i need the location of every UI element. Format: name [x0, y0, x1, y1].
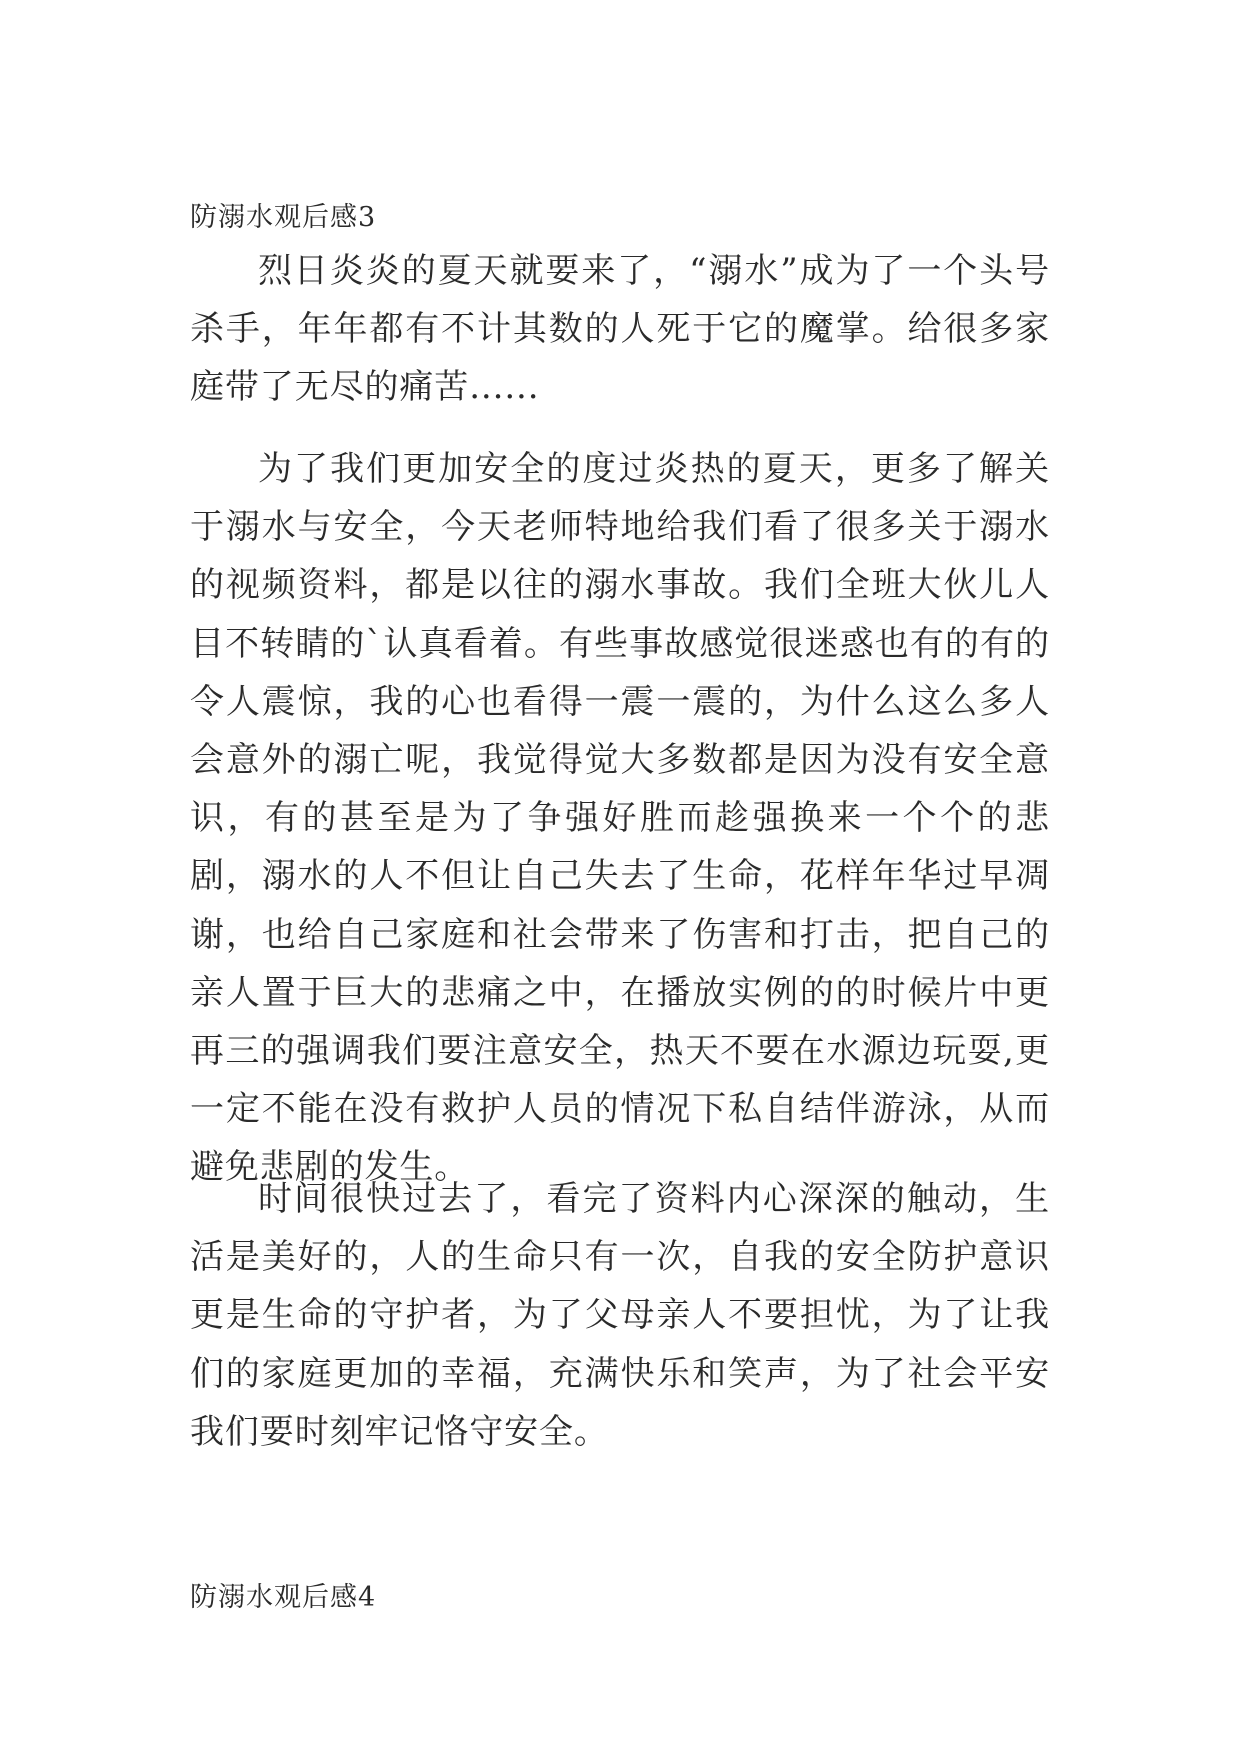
paragraph: 时间很快过去了，看完了资料内心深深的触动，生活是美好的，人的生命只有一次，自我的安全防护意识更是生命的守护者，为了父母亲人不要担忧，为了让我们的家庭更加的幸福，充满快乐和笑声，为了社会平安我们要时刻牢记恪守安全。 — [190, 1179, 1050, 1452]
paragraph: 烈日炎炎的夏天就要来了，“溺水”成为了一个头号杀手，年年都有不计其数的人死于它的魔掌。给很多家庭带了无尽的痛苦...... — [190, 251, 1050, 408]
section-heading: 防溺水观后感3 — [190, 202, 377, 233]
section-heading: 防溺水观后感4 — [190, 1582, 377, 1613]
paragraph: 为了我们更加安全的度过炎热的夏天，更多了解关于溺水与安全，今天老师特地给我们看了很多关于溺水的视频资料，都是以往的溺水事故。我们全班大伙儿人目不转睛的`认真看着。有些事故感觉很迷惑也有的有的令人震惊，我的心也看得一震一震的，为什么这么多人会意外的溺亡呢，我觉得觉大多数都是因为没有安全意识，有的甚至是为了争强好胜而趁强换来一个个的悲剧，溺水的人不但让自己失去了生命，花样年华过早凋谢，也给自己家庭和社会带来了伤害和打击，把自己的亲人置于巨大的悲痛之中，在播放实例的的时候片中更再三的强调我们要注意安全，热天不要在水源边玩耍,更一定不能在没有救护人员的情况下私自结伴游泳，从而避免悲剧的发生。 — [190, 449, 1050, 1188]
